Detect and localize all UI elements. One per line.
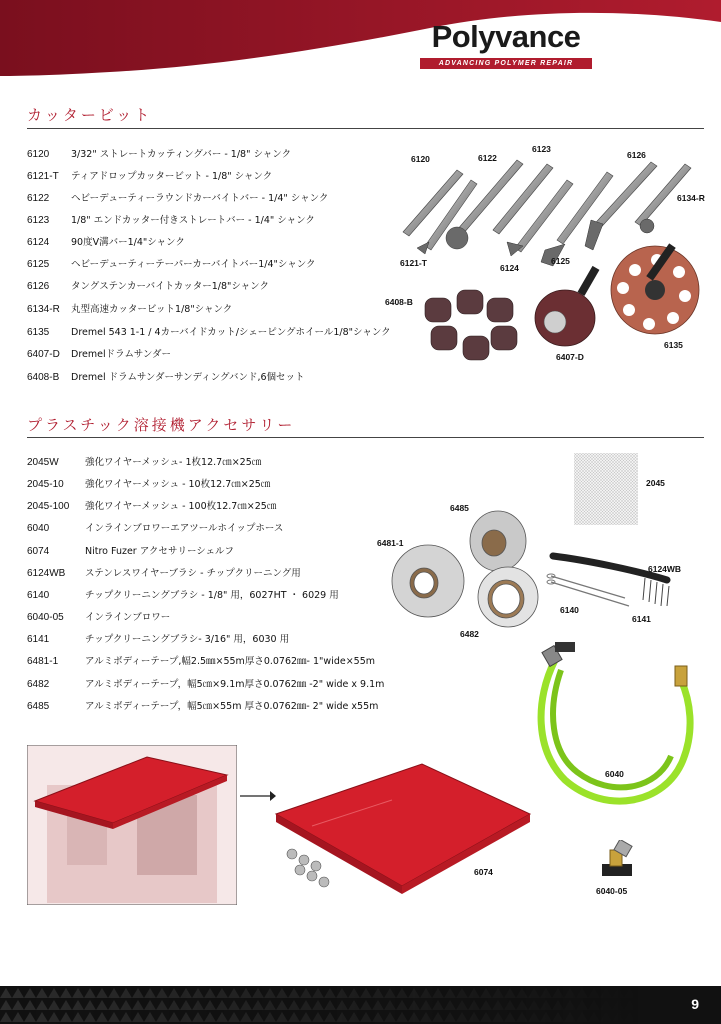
item-code: 6123	[27, 215, 50, 226]
inline-blower-image	[596, 840, 642, 882]
wire-mesh-image	[574, 453, 638, 525]
brand-tagline: ADVANCING POLYMER REPAIR	[420, 58, 592, 69]
item-desc: Dremel 543 1-1 / 4カーバイドカット/シェーピングホイール1/8"シャンク	[71, 327, 391, 338]
item-code: 6122	[27, 193, 50, 204]
aluminum-tape-image	[390, 505, 550, 635]
label-6120: 6120	[411, 154, 430, 164]
item-desc: 強化ワイヤーメッシュ - 10枚12.7㎝×25㎝	[85, 479, 271, 490]
label-6121-t: 6121-T	[400, 258, 427, 268]
item-desc: 3/32" ストレートカッティングバー - 1/8" シャンク	[71, 149, 292, 160]
shelf-mounted-photo	[27, 745, 237, 905]
item-desc: Nitro Fuzer アクセサリーシェルフ	[85, 546, 235, 557]
label-6040: 6040	[605, 769, 624, 779]
item-code: 6134-R	[27, 304, 60, 315]
item-desc: Dremel ドラムサンダーサンディングバンド,6個セット	[71, 372, 305, 383]
label-6141: 6141	[632, 614, 651, 624]
item-desc: Dremelドラムサンダー	[71, 349, 171, 360]
item-desc: チップクリーニングブラシ - 1/8" 用，6027HT ・ 6029 用	[85, 590, 339, 601]
label-6125: 6125	[551, 256, 570, 266]
item-desc: 強化ワイヤーメッシュ - 100枚12.7㎝×25㎝	[85, 501, 277, 512]
section-title-cutter-bits: カッタービット	[27, 106, 153, 124]
item-code: 6140	[27, 590, 50, 601]
label-6482: 6482	[460, 629, 479, 639]
item-code: 6040	[27, 523, 50, 534]
label-6134-r: 6134-R	[677, 193, 705, 203]
label-6123: 6123	[532, 144, 551, 154]
item-desc: 90度V溝バー1/4"シャンク	[71, 237, 185, 248]
item-desc: 強化ワイヤーメッシュ- 1枚12.7㎝×25㎝	[85, 457, 262, 468]
brand-logo	[418, 20, 594, 72]
item-code: 6141	[27, 634, 50, 645]
item-code: 2045-100	[27, 501, 70, 512]
section-title-plastic-welder: プラスチック溶接機アクセサリー	[27, 416, 296, 434]
item-code: 2045W	[27, 457, 59, 468]
item-code: 6135	[27, 327, 50, 338]
footer-pattern	[0, 986, 640, 1024]
item-code: 6124	[27, 237, 50, 248]
item-code: 6120	[27, 149, 50, 160]
label-6481-1: 6481-1	[377, 538, 404, 548]
item-code: 6124WB	[27, 568, 66, 579]
item-desc: アルミボディーテープ,幅2.5㎜×55m厚さ0.0762㎜- 1"wide×55m	[85, 656, 376, 667]
label-6485: 6485	[450, 503, 469, 513]
item-code: 6482	[27, 679, 50, 690]
label-6407-d: 6407-D	[556, 352, 584, 362]
item-code: 6125	[27, 259, 50, 270]
item-code: 2045-10	[27, 479, 64, 490]
label-2045: 2045	[646, 478, 665, 488]
label-6124wb: 6124WB	[648, 564, 682, 574]
label-6135: 6135	[664, 340, 683, 350]
label-6124: 6124	[500, 263, 519, 273]
item-desc: インラインブロワー	[85, 612, 171, 623]
item-desc: インラインブロワーエアツールホイップホース	[85, 523, 284, 534]
cutter-bits-illustration	[395, 150, 715, 390]
item-desc: アルミボディーテープ，幅5㎝×9.1m厚さ0.0762㎜ -2" wide x 9.1m	[85, 679, 385, 690]
item-code: 6408-B	[27, 372, 60, 383]
item-desc: ヘビーデューティーラウンドカーバイトバー - 1/4" シャンク	[71, 193, 329, 204]
item-code: 6074	[27, 546, 50, 557]
item-code: 6040-05	[27, 612, 64, 623]
item-desc: ティアドロップカッタービット - 1/8" シャンク	[71, 171, 273, 182]
item-desc: アルミボディーテープ，幅5㎝×55m 厚さ0.0762㎜- 2" wide x55m	[85, 701, 379, 712]
item-code: 6485	[27, 701, 50, 712]
item-desc: ステンレスワイヤーブラシ - チップクリーニング用	[85, 568, 301, 579]
brand-name: Polyvance	[431, 19, 581, 54]
label-6074: 6074	[474, 867, 493, 877]
page-number: 9	[691, 996, 699, 1012]
item-code: 6121-T	[27, 171, 59, 182]
label-6408-b: 6408-B	[385, 297, 413, 307]
item-code: 6481-1	[27, 656, 59, 667]
item-desc: 丸型高速カッタービット1/8"シャンク	[71, 304, 233, 315]
whip-hose-image	[525, 640, 700, 820]
item-desc: 1/8" エンドカッター付きストレートバー - 1/4" シャンク	[71, 215, 315, 226]
item-code: 6407-D	[27, 349, 60, 360]
header-wave	[0, 0, 721, 80]
item-code: 6126	[27, 281, 50, 292]
section-divider	[27, 128, 704, 129]
item-desc: チップクリーニングブラシ- 3/16" 用，6030 用	[85, 634, 290, 645]
item-desc: タングステンカーバイトカッター1/8"シャンク	[71, 281, 269, 292]
label-6140: 6140	[560, 605, 579, 615]
label-6126: 6126	[627, 150, 646, 160]
label-6040-05: 6040-05	[596, 886, 628, 896]
label-6122: 6122	[478, 153, 497, 163]
arrow-icon	[240, 790, 276, 802]
item-desc: ヘビーデューティーテーパーカーバイトバー1/4"シャンク	[71, 259, 316, 270]
footer-bar	[0, 986, 721, 1024]
accessory-shelf-image	[272, 760, 532, 900]
section-divider	[27, 437, 704, 438]
